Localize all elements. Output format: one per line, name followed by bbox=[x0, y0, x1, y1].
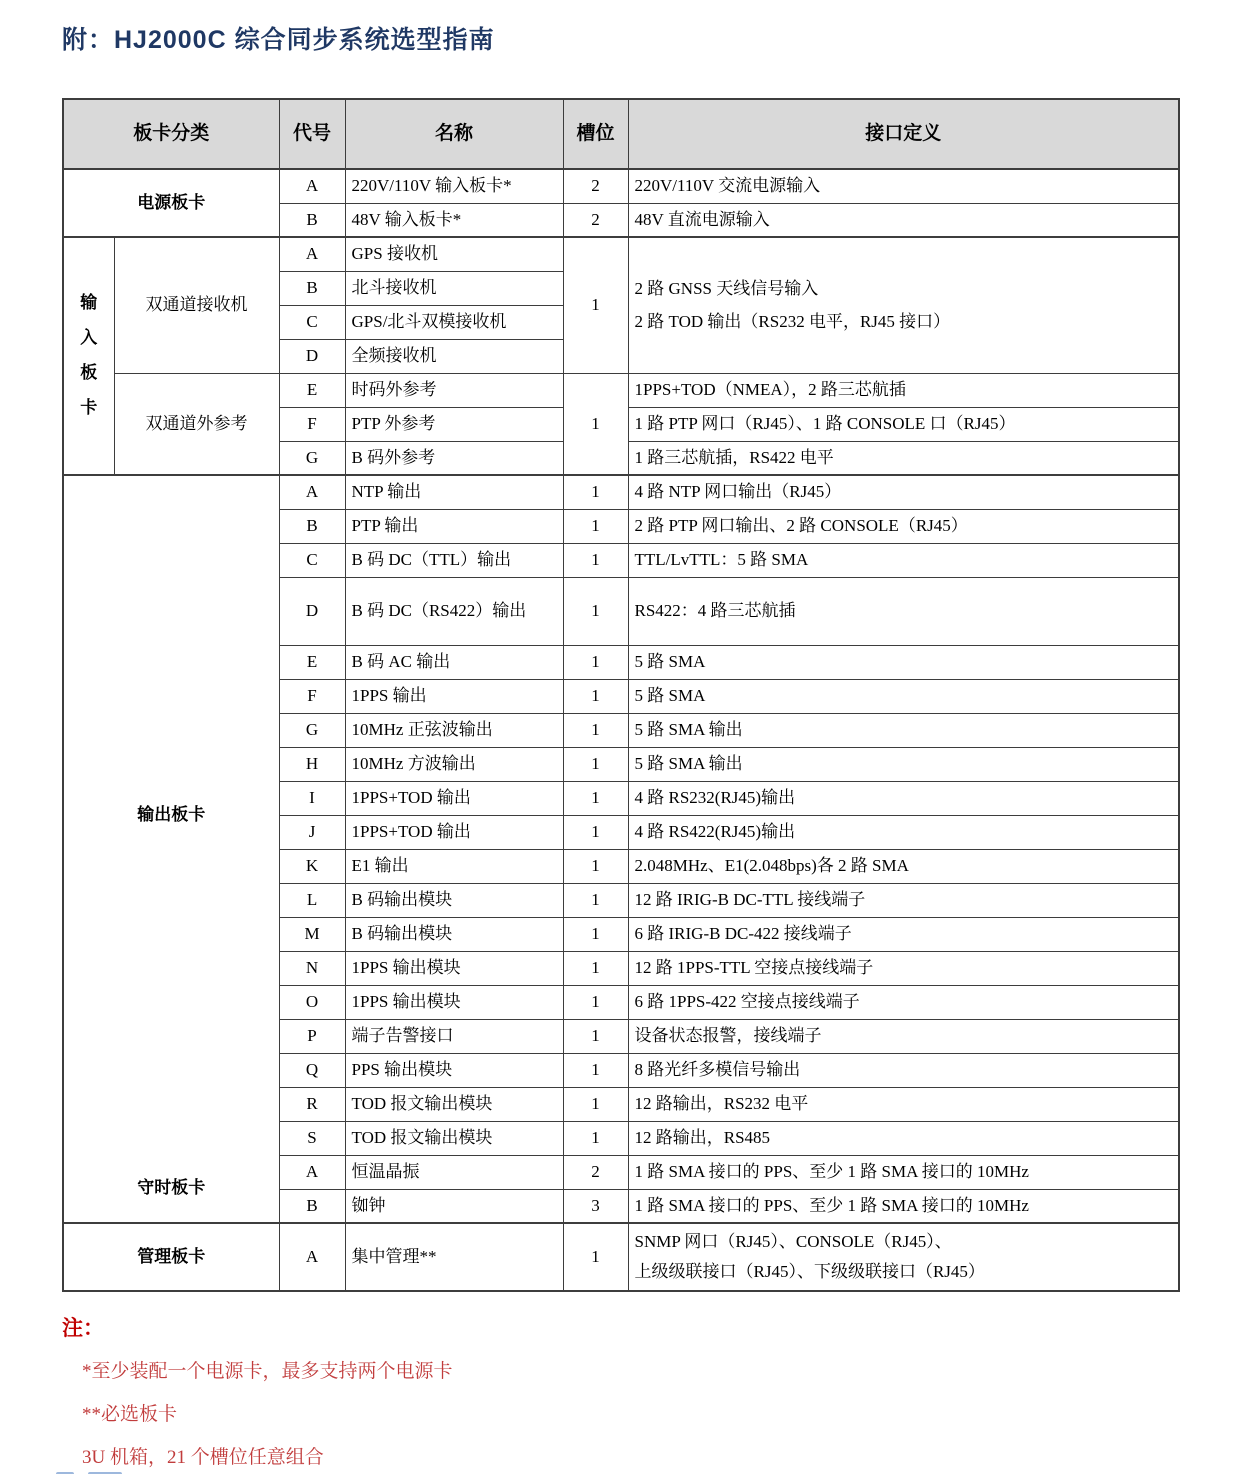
cell-slot: 1 bbox=[563, 237, 628, 373]
cell-category-input bbox=[63, 237, 114, 475]
interface-line: 上级级联接口（RJ45）、下级级联接口（RJ45） bbox=[634, 1261, 985, 1281]
table-row bbox=[63, 1223, 1179, 1291]
cell-name: 1PPS 输出模块 bbox=[345, 985, 563, 1019]
interface-line: 2 路 TOD 输出（RS232 电平，RJ45 接口） bbox=[634, 311, 951, 331]
cell-subcategory-receiver: 双通道接收机 bbox=[114, 237, 279, 373]
table-row bbox=[63, 169, 1179, 203]
cell-name: 全频接收机 bbox=[345, 339, 563, 373]
cell-slot: 1 bbox=[563, 1223, 628, 1291]
cell-interface: 设备状态报警，接线端子 bbox=[628, 1019, 1179, 1053]
cell-interface: 4 路 RS422(RJ45)输出 bbox=[628, 815, 1179, 849]
cell-name: 1PPS+TOD 输出 bbox=[345, 815, 563, 849]
table-row bbox=[63, 475, 1179, 509]
cell-interface bbox=[628, 1223, 1179, 1291]
page-title: 附：HJ2000C 综合同步系统选型指南 bbox=[62, 26, 495, 54]
table-row bbox=[63, 237, 1179, 271]
cell-slot: 1 bbox=[563, 849, 628, 883]
cell-name: PTP 外参考 bbox=[345, 407, 563, 441]
cell-interface: 12 路 IRIG-B DC-TTL 接线端子 bbox=[628, 883, 1179, 917]
cell-interface: 12 路 1PPS-TTL 空接点接线端子 bbox=[628, 951, 1179, 985]
cell-code: Q bbox=[279, 1053, 345, 1087]
cell-code: K bbox=[279, 849, 345, 883]
cell-name: 48V 输入板卡* bbox=[345, 203, 563, 237]
cell-slot: 1 bbox=[563, 713, 628, 747]
vertical-category-label: 输入板卡 bbox=[80, 293, 98, 417]
cell-name: PPS 输出模块 bbox=[345, 1053, 563, 1087]
note-item: 3U 机箱，21 个槽位任意组合 bbox=[82, 1447, 324, 1468]
cell-slot: 1 bbox=[563, 373, 628, 475]
cell-interface: 12 路输出，RS485 bbox=[628, 1121, 1179, 1155]
cell-slot: 1 bbox=[563, 747, 628, 781]
cell-code: A bbox=[279, 1223, 345, 1291]
cell-slot: 1 bbox=[563, 645, 628, 679]
cell-slot: 1 bbox=[563, 577, 628, 645]
cell-slot: 2 bbox=[563, 169, 628, 203]
cell-interface: 2.048MHz、E1(2.048bps)各 2 路 SMA bbox=[628, 849, 1179, 883]
cell-interface: 220V/110V 交流电源输入 bbox=[628, 169, 1179, 203]
cell-code: F bbox=[279, 407, 345, 441]
cell-slot: 2 bbox=[563, 203, 628, 237]
cell-interface: 5 路 SMA bbox=[628, 679, 1179, 713]
cell-slot: 1 bbox=[563, 781, 628, 815]
cell-code: B bbox=[279, 1189, 345, 1223]
cell-interface: 1 路三芯航插，RS422 电平 bbox=[628, 441, 1179, 475]
cell-slot: 1 bbox=[563, 1087, 628, 1121]
cell-interface: 1 路 SMA 接口的 PPS、至少 1 路 SMA 接口的 10MHz bbox=[628, 1189, 1179, 1223]
notes-label: 注： bbox=[62, 1317, 104, 1340]
cell-interface: 5 路 SMA 输出 bbox=[628, 747, 1179, 781]
cell-code: L bbox=[279, 883, 345, 917]
cell-code: J bbox=[279, 815, 345, 849]
cell-code: B bbox=[279, 271, 345, 305]
cell-code: D bbox=[279, 339, 345, 373]
cell-name: 1PPS 输出 bbox=[345, 679, 563, 713]
cell-code: B bbox=[279, 509, 345, 543]
cell-interface: 5 路 SMA 输出 bbox=[628, 713, 1179, 747]
cell-code: D bbox=[279, 577, 345, 645]
cell-slot: 1 bbox=[563, 475, 628, 509]
header-slot: 槽位 bbox=[563, 99, 628, 169]
cell-interface: RS422：4 路三芯航插 bbox=[628, 577, 1179, 645]
header-interface: 接口定义 bbox=[628, 99, 1179, 169]
cell-name: 1PPS 输出模块 bbox=[345, 951, 563, 985]
cell-code: C bbox=[279, 543, 345, 577]
note-item: *至少装配一个电源卡，最多支持两个电源卡 bbox=[82, 1361, 453, 1382]
cell-interface: 6 路 1PPS-422 空接点接线端子 bbox=[628, 985, 1179, 1019]
table-row bbox=[63, 1155, 1179, 1189]
cell-interface: 2 路 PTP 网口输出、2 路 CONSOLE（RJ45） bbox=[628, 509, 1179, 543]
note-item: **必选板卡 bbox=[82, 1404, 178, 1425]
cell-code: A bbox=[279, 1155, 345, 1189]
cell-code: F bbox=[279, 679, 345, 713]
board-selection-table bbox=[62, 98, 1180, 1292]
table-row bbox=[63, 373, 1179, 407]
cell-slot: 1 bbox=[563, 951, 628, 985]
cell-code: E bbox=[279, 645, 345, 679]
cell-interface: 4 路 RS232(RJ45)输出 bbox=[628, 781, 1179, 815]
interface-line: 2 路 GNSS 天线信号输入 bbox=[634, 278, 819, 298]
cell-interface: 8 路光纤多模信号输出 bbox=[628, 1053, 1179, 1087]
cell-slot: 1 bbox=[563, 985, 628, 1019]
cell-code: C bbox=[279, 305, 345, 339]
cell-category-output: 输出板卡 bbox=[63, 475, 279, 1155]
cell-interface: 4 路 NTP 网口输出（RJ45） bbox=[628, 475, 1179, 509]
cell-slot: 1 bbox=[563, 815, 628, 849]
cell-code: E bbox=[279, 373, 345, 407]
cell-name: B 码外参考 bbox=[345, 441, 563, 475]
cell-code: G bbox=[279, 441, 345, 475]
cell-slot: 1 bbox=[563, 509, 628, 543]
cell-slot: 3 bbox=[563, 1189, 628, 1223]
cell-name: 1PPS+TOD 输出 bbox=[345, 781, 563, 815]
cell-code: P bbox=[279, 1019, 345, 1053]
cell-name: 端子告警接口 bbox=[345, 1019, 563, 1053]
interface-line: SNMP 网口（RJ45）、CONSOLE（RJ45）、 bbox=[634, 1232, 952, 1252]
cell-interface: 12 路输出，RS232 电平 bbox=[628, 1087, 1179, 1121]
bottom-edge-artifact bbox=[56, 1464, 176, 1474]
cell-code: G bbox=[279, 713, 345, 747]
cell-category-power: 电源板卡 bbox=[63, 169, 279, 237]
cell-name: GPS 接收机 bbox=[345, 237, 563, 271]
cell-code: B bbox=[279, 203, 345, 237]
notes-section bbox=[62, 1312, 1178, 1471]
cell-interface: 48V 直流电源输入 bbox=[628, 203, 1179, 237]
cell-name: E1 输出 bbox=[345, 849, 563, 883]
cell-name: B 码输出模块 bbox=[345, 917, 563, 951]
cell-name: 时码外参考 bbox=[345, 373, 563, 407]
cell-slot: 1 bbox=[563, 1019, 628, 1053]
cell-name: TOD 报文输出模块 bbox=[345, 1087, 563, 1121]
cell-slot: 2 bbox=[563, 1155, 628, 1189]
cell-name: NTP 输出 bbox=[345, 475, 563, 509]
cell-slot: 1 bbox=[563, 1121, 628, 1155]
cell-code: R bbox=[279, 1087, 345, 1121]
cell-name: TOD 报文输出模块 bbox=[345, 1121, 563, 1155]
header-category: 板卡分类 bbox=[63, 99, 279, 169]
cell-code: I bbox=[279, 781, 345, 815]
cell-name: 10MHz 正弦波输出 bbox=[345, 713, 563, 747]
cell-interface: 6 路 IRIG-B DC-422 接线端子 bbox=[628, 917, 1179, 951]
cell-name: 北斗接收机 bbox=[345, 271, 563, 305]
cell-name: PTP 输出 bbox=[345, 509, 563, 543]
cell-name: B 码 DC（TTL）输出 bbox=[345, 543, 563, 577]
cell-category-timekeeping: 守时板卡 bbox=[63, 1155, 279, 1223]
cell-code: O bbox=[279, 985, 345, 1019]
cell-name: 恒温晶振 bbox=[345, 1155, 563, 1189]
cell-interface: TTL/LvTTL：5 路 SMA bbox=[628, 543, 1179, 577]
cell-category-management: 管理板卡 bbox=[63, 1223, 279, 1291]
cell-name: 集中管理** bbox=[345, 1223, 563, 1291]
cell-code: A bbox=[279, 475, 345, 509]
cell-slot: 1 bbox=[563, 883, 628, 917]
cell-code: N bbox=[279, 951, 345, 985]
cell-subcategory-reference: 双通道外参考 bbox=[114, 373, 279, 475]
cell-slot: 1 bbox=[563, 543, 628, 577]
cell-name: 10MHz 方波输出 bbox=[345, 747, 563, 781]
cell-interface: 5 路 SMA bbox=[628, 645, 1179, 679]
cell-name: GPS/北斗双模接收机 bbox=[345, 305, 563, 339]
cell-code: A bbox=[279, 237, 345, 271]
cell-name: B 码 DC（RS422）输出 bbox=[345, 577, 563, 645]
cell-slot: 1 bbox=[563, 1053, 628, 1087]
table-header-row bbox=[63, 99, 1179, 169]
cell-code: S bbox=[279, 1121, 345, 1155]
cell-code: A bbox=[279, 169, 345, 203]
cell-interface: 1 路 SMA 接口的 PPS、至少 1 路 SMA 接口的 10MHz bbox=[628, 1155, 1179, 1189]
header-code: 代号 bbox=[279, 99, 345, 169]
cell-code: M bbox=[279, 917, 345, 951]
cell-name: B 码输出模块 bbox=[345, 883, 563, 917]
cell-slot: 1 bbox=[563, 917, 628, 951]
cell-code: H bbox=[279, 747, 345, 781]
cell-name: 铷钟 bbox=[345, 1189, 563, 1223]
cell-name: B 码 AC 输出 bbox=[345, 645, 563, 679]
cell-interface: 1PPS+TOD（NMEA），2 路三芯航插 bbox=[628, 373, 1179, 407]
cell-slot: 1 bbox=[563, 679, 628, 713]
cell-interface bbox=[628, 237, 1179, 373]
header-name: 名称 bbox=[345, 99, 563, 169]
cell-name: 220V/110V 输入板卡* bbox=[345, 169, 563, 203]
cell-interface: 1 路 PTP 网口（RJ45）、1 路 CONSOLE 口（RJ45） bbox=[628, 407, 1179, 441]
